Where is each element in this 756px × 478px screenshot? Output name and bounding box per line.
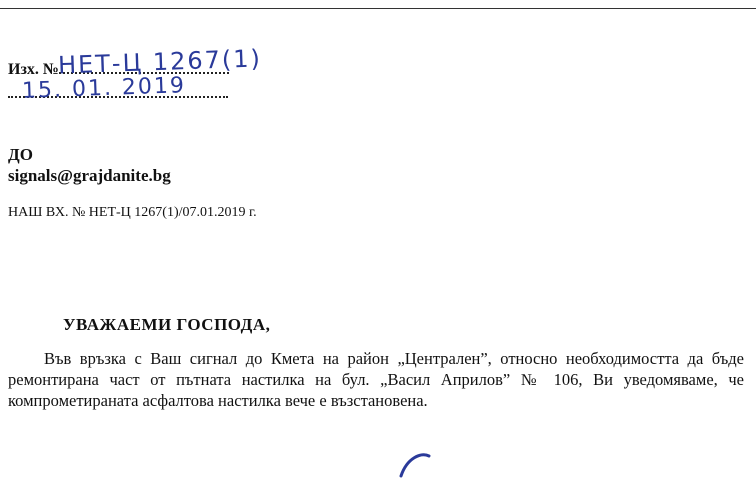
outgoing-ref-label: Изх. № bbox=[8, 61, 59, 78]
incoming-reference: НАШ ВХ. № НЕТ-Ц 1267(1)/07.01.2019 г. bbox=[8, 205, 257, 220]
signature-mark bbox=[395, 448, 435, 478]
to-label: ДО bbox=[8, 145, 33, 164]
handwritten-date: 15. 01. 2019 bbox=[21, 73, 187, 104]
letter-body: Във връзка с Ваш сигнал до Кмета на район „Централен”, относно необходимостта да бъде ремонтирана част от пътната настилка на бул. „Васил Априлов” № 106, Ви уведомяваме, че компрометираната асфалтова настилка вече е възстановена. bbox=[8, 349, 744, 410]
recipient-email: signals@grajdanite.bg bbox=[8, 166, 171, 185]
top-rule bbox=[0, 8, 756, 9]
handwritten-ref-number: НЕТ-Ц 1267(1) bbox=[57, 44, 263, 80]
letter-greeting: УВАЖАЕМИ ГОСПОДА, bbox=[63, 315, 271, 334]
